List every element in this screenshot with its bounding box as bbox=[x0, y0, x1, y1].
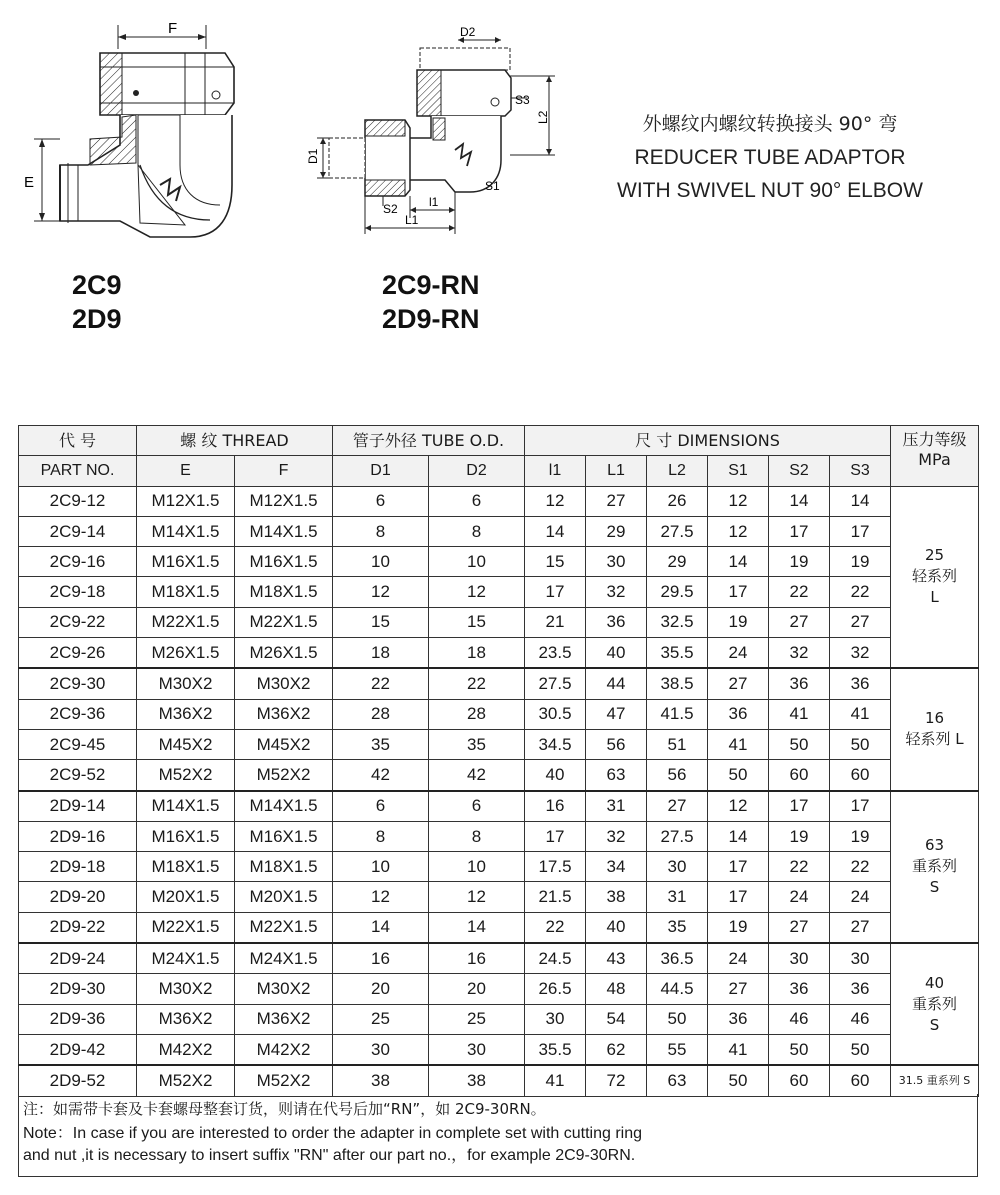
table-cell: 30 bbox=[333, 1034, 429, 1065]
table-cell: 36 bbox=[708, 699, 769, 729]
table-cell: 32 bbox=[769, 638, 830, 669]
table-row bbox=[19, 699, 979, 729]
table-cell: M30X2 bbox=[137, 668, 235, 699]
table-row bbox=[19, 1065, 979, 1096]
table-cell: M36X2 bbox=[137, 699, 235, 729]
table-cell: M14X1.5 bbox=[235, 791, 333, 822]
pressure-series: 重系列 bbox=[912, 857, 958, 876]
table-cell: 41 bbox=[769, 699, 830, 729]
table-cell: 56 bbox=[647, 760, 708, 791]
part-number-cell: 2D9-52 bbox=[19, 1065, 137, 1096]
table-cell: 22 bbox=[525, 912, 586, 943]
part-number-cell: 2D9-20 bbox=[19, 882, 137, 912]
label-E: E bbox=[24, 174, 35, 191]
table-cell: 36 bbox=[769, 668, 830, 699]
header-col-E: E bbox=[137, 456, 235, 486]
notes bbox=[18, 1094, 978, 1177]
table-cell: 38 bbox=[333, 1065, 429, 1096]
table-cell: 50 bbox=[647, 1004, 708, 1034]
part-number-cell: 2D9-36 bbox=[19, 1004, 137, 1034]
table-cell: 28 bbox=[429, 699, 525, 729]
table-cell: 24 bbox=[708, 943, 769, 974]
header-mpa: MPa bbox=[918, 450, 951, 469]
table-cell: 36.5 bbox=[647, 943, 708, 974]
table-cell: 10 bbox=[429, 852, 525, 882]
part-number-cell: 2C9-45 bbox=[19, 729, 137, 759]
header-col-D1: D1 bbox=[333, 456, 429, 486]
pressure-cls: S bbox=[929, 1015, 940, 1034]
table-cell: 24.5 bbox=[525, 943, 586, 974]
table-cell: 17 bbox=[708, 882, 769, 912]
table-cell: 24 bbox=[830, 882, 891, 912]
table-cell: 16 bbox=[525, 791, 586, 822]
label-l1: l1 bbox=[429, 195, 439, 209]
code-2c9-rn: 2C9-RN bbox=[382, 270, 480, 300]
table-cell: M22X1.5 bbox=[137, 912, 235, 943]
pressure-value: 16 bbox=[924, 709, 945, 728]
table-cell: M12X1.5 bbox=[235, 486, 333, 516]
table-cell: 38 bbox=[429, 1065, 525, 1096]
table-cell: 26 bbox=[647, 486, 708, 516]
table-cell: 19 bbox=[769, 547, 830, 577]
table-cell: 27.5 bbox=[647, 821, 708, 851]
table-row bbox=[19, 912, 979, 943]
table-cell: 55 bbox=[647, 1034, 708, 1065]
table-cell: 35 bbox=[429, 729, 525, 759]
note-cn: 注：如需带卡套及卡套螺母整套订货，则请在代号后加“RN”，如 2C9-30RN。 bbox=[23, 1100, 546, 1118]
table-cell: 14 bbox=[429, 912, 525, 943]
table-cell: 17 bbox=[708, 852, 769, 882]
part-number-cell: 2C9-12 bbox=[19, 486, 137, 516]
table-cell: 14 bbox=[525, 516, 586, 546]
table-cell: 29 bbox=[647, 547, 708, 577]
table-cell: 42 bbox=[333, 760, 429, 791]
table-cell: 6 bbox=[429, 791, 525, 822]
table-cell: 35.5 bbox=[647, 638, 708, 669]
table-cell: 43 bbox=[586, 943, 647, 974]
table-cell: 36 bbox=[830, 974, 891, 1004]
table-cell: 16 bbox=[333, 943, 429, 974]
table-cell: M36X2 bbox=[235, 699, 333, 729]
table-row bbox=[19, 943, 979, 974]
table-cell: 41 bbox=[708, 729, 769, 759]
table-row bbox=[19, 607, 979, 637]
table-cell: M24X1.5 bbox=[235, 943, 333, 974]
table-cell: 25 bbox=[429, 1004, 525, 1034]
table-cell: M42X2 bbox=[235, 1034, 333, 1065]
table-cell: 19 bbox=[708, 912, 769, 943]
table-cell: 19 bbox=[830, 821, 891, 851]
part-number-cell: 2C9-14 bbox=[19, 516, 137, 546]
part-number-cell: 2C9-26 bbox=[19, 638, 137, 669]
label-D1: D1 bbox=[306, 148, 320, 164]
table-cell: M20X1.5 bbox=[235, 882, 333, 912]
table-cell: 15 bbox=[525, 547, 586, 577]
header-col-F: F bbox=[235, 456, 333, 486]
table-cell: 41 bbox=[708, 1034, 769, 1065]
table-cell: M45X2 bbox=[137, 729, 235, 759]
table-row bbox=[19, 974, 979, 1004]
table-row bbox=[19, 791, 979, 822]
drawing-2c9-rn-2d9-rn bbox=[305, 20, 565, 235]
table-cell: 20 bbox=[429, 974, 525, 1004]
table-cell: 22 bbox=[830, 577, 891, 607]
pressure-value: 40 bbox=[924, 973, 945, 992]
table-cell: 12 bbox=[525, 486, 586, 516]
table-cell: M20X1.5 bbox=[137, 882, 235, 912]
part-number-cell: 2C9-16 bbox=[19, 547, 137, 577]
header-pressure bbox=[891, 426, 979, 487]
table-cell: 46 bbox=[769, 1004, 830, 1034]
table-cell: 47 bbox=[586, 699, 647, 729]
code-2d9: 2D9 bbox=[72, 304, 122, 334]
table-cell: 30 bbox=[586, 547, 647, 577]
table-cell: M26X1.5 bbox=[137, 638, 235, 669]
table-cell: 6 bbox=[333, 791, 429, 822]
pressure-cls: S bbox=[929, 878, 940, 897]
part-number-cell: 2D9-22 bbox=[19, 912, 137, 943]
label-L1: L1 bbox=[405, 213, 419, 227]
table-cell: 35.5 bbox=[525, 1034, 586, 1065]
table-cell: 44.5 bbox=[647, 974, 708, 1004]
pressure-cell: 31.5 重系列 S bbox=[891, 1065, 979, 1096]
table-cell: 22 bbox=[830, 852, 891, 882]
table-cell: 21.5 bbox=[525, 882, 586, 912]
table-cell: 10 bbox=[429, 547, 525, 577]
table-cell: 16 bbox=[429, 943, 525, 974]
table-cell: 60 bbox=[769, 760, 830, 791]
table-cell: 36 bbox=[830, 668, 891, 699]
note-en-line1: Note：In case if you are interested to order the adapter in complete set with cutting ring bbox=[23, 1125, 642, 1142]
table-cell: 17 bbox=[525, 821, 586, 851]
table-cell: M52X2 bbox=[235, 1065, 333, 1096]
table-cell: 38.5 bbox=[647, 668, 708, 699]
table-cell: 25 bbox=[333, 1004, 429, 1034]
table-cell: M45X2 bbox=[235, 729, 333, 759]
table-cell: M42X2 bbox=[137, 1034, 235, 1065]
table-cell: 18 bbox=[333, 638, 429, 669]
table-cell: 27 bbox=[769, 912, 830, 943]
table-cell: M18X1.5 bbox=[137, 577, 235, 607]
code-2d9-rn: 2D9-RN bbox=[382, 304, 480, 334]
table-cell: 46 bbox=[830, 1004, 891, 1034]
pressure-series: 轻系列 bbox=[912, 567, 958, 586]
table-cell: 10 bbox=[333, 547, 429, 577]
table-cell: 60 bbox=[830, 1065, 891, 1096]
table-cell: 30 bbox=[647, 852, 708, 882]
table-row bbox=[19, 1004, 979, 1034]
table-cell: 12 bbox=[708, 791, 769, 822]
table-cell: 54 bbox=[586, 1004, 647, 1034]
table-cell: 50 bbox=[830, 729, 891, 759]
table-cell: M18X1.5 bbox=[137, 852, 235, 882]
pressure-cell bbox=[891, 486, 979, 668]
table-cell: 30.5 bbox=[525, 699, 586, 729]
table-cell: 32.5 bbox=[647, 607, 708, 637]
table-cell: 6 bbox=[429, 486, 525, 516]
table-cell: 27 bbox=[830, 607, 891, 637]
table-row bbox=[19, 852, 979, 882]
product-title bbox=[570, 108, 970, 207]
table-cell: 17 bbox=[830, 516, 891, 546]
table-cell: M52X2 bbox=[137, 1065, 235, 1096]
label-S1: S1 bbox=[485, 179, 500, 193]
note-en-line2: and nut ,it is necessary to insert suffix "RN" after our part no.，for example 2C9-30RN. bbox=[23, 1147, 636, 1164]
table-cell: 8 bbox=[429, 516, 525, 546]
table-cell: 12 bbox=[333, 882, 429, 912]
part-number-cell: 2D9-14 bbox=[19, 791, 137, 822]
table-cell: 63 bbox=[647, 1065, 708, 1096]
table-cell: M22X1.5 bbox=[235, 607, 333, 637]
pressure-cls: L bbox=[930, 588, 939, 607]
table-cell: 27 bbox=[708, 974, 769, 1004]
table-cell: 12 bbox=[429, 577, 525, 607]
table-row bbox=[19, 1034, 979, 1065]
header-dimensions: 尺 寸 DIMENSIONS bbox=[525, 426, 891, 456]
table-cell: 26.5 bbox=[525, 974, 586, 1004]
spec-table bbox=[18, 425, 979, 1097]
table-cell: 56 bbox=[586, 729, 647, 759]
table-cell: M14X1.5 bbox=[235, 516, 333, 546]
table-row bbox=[19, 638, 979, 669]
table-cell: 35 bbox=[333, 729, 429, 759]
table-cell: 14 bbox=[769, 486, 830, 516]
table-cell: M16X1.5 bbox=[235, 821, 333, 851]
table-cell: 63 bbox=[586, 760, 647, 791]
label-L2: L2 bbox=[536, 110, 550, 124]
table-row bbox=[19, 516, 979, 546]
header-pressure-cn: 压力等级 bbox=[902, 430, 967, 449]
part-number-cell: 2C9-18 bbox=[19, 577, 137, 607]
header-tube-od: 管子外径 TUBE O.D. bbox=[333, 426, 525, 456]
table-row bbox=[19, 668, 979, 699]
table-cell: 19 bbox=[769, 821, 830, 851]
table-cell: 19 bbox=[830, 547, 891, 577]
table-cell: 14 bbox=[708, 547, 769, 577]
header-col-S1: S1 bbox=[708, 456, 769, 486]
table-row bbox=[19, 729, 979, 759]
part-number-cell: 2C9-36 bbox=[19, 699, 137, 729]
table-cell: 30 bbox=[830, 943, 891, 974]
table-cell: 50 bbox=[769, 729, 830, 759]
table-cell: 12 bbox=[708, 486, 769, 516]
pressure-series: 轻系列 L bbox=[905, 730, 964, 749]
table-cell: M16X1.5 bbox=[235, 547, 333, 577]
part-number-cell: 2C9-52 bbox=[19, 760, 137, 791]
part-number-cell: 2C9-22 bbox=[19, 607, 137, 637]
table-cell: M24X1.5 bbox=[137, 943, 235, 974]
header-col-l1: l1 bbox=[525, 456, 586, 486]
table-cell: 6 bbox=[333, 486, 429, 516]
table-cell: M30X2 bbox=[235, 668, 333, 699]
table-cell: 22 bbox=[769, 852, 830, 882]
pressure-cell bbox=[891, 943, 979, 1065]
table-cell: 28 bbox=[333, 699, 429, 729]
table-cell: 19 bbox=[708, 607, 769, 637]
table-cell: 50 bbox=[708, 760, 769, 791]
table-cell: 14 bbox=[830, 486, 891, 516]
table-cell: M22X1.5 bbox=[137, 607, 235, 637]
table-cell: M52X2 bbox=[235, 760, 333, 791]
table-cell: 18 bbox=[429, 638, 525, 669]
table-cell: 27.5 bbox=[647, 516, 708, 546]
table-cell: 22 bbox=[769, 577, 830, 607]
table-cell: 15 bbox=[333, 607, 429, 637]
table-cell: M16X1.5 bbox=[137, 821, 235, 851]
part-number-cell: 2D9-18 bbox=[19, 852, 137, 882]
table-cell: M14X1.5 bbox=[137, 516, 235, 546]
table-cell: 41 bbox=[525, 1065, 586, 1096]
table-cell: 50 bbox=[708, 1065, 769, 1096]
table-cell: 42 bbox=[429, 760, 525, 791]
table-cell: 31 bbox=[586, 791, 647, 822]
table-cell: 14 bbox=[333, 912, 429, 943]
table-cell: 50 bbox=[769, 1034, 830, 1065]
pressure-cell bbox=[891, 791, 979, 943]
table-cell: 17 bbox=[769, 791, 830, 822]
table-cell: 41.5 bbox=[647, 699, 708, 729]
table-cell: 30 bbox=[525, 1004, 586, 1034]
table-cell: M30X2 bbox=[235, 974, 333, 1004]
table-cell: 8 bbox=[333, 516, 429, 546]
table-cell: 12 bbox=[333, 577, 429, 607]
table-cell: 62 bbox=[586, 1034, 647, 1065]
table-cell: 22 bbox=[333, 668, 429, 699]
part-number-cell: 2D9-42 bbox=[19, 1034, 137, 1065]
label-D2: D2 bbox=[460, 25, 476, 39]
label-S3: S3 bbox=[515, 93, 530, 107]
part-number-cell: 2C9-30 bbox=[19, 668, 137, 699]
table-row bbox=[19, 486, 979, 516]
table-cell: M14X1.5 bbox=[137, 791, 235, 822]
drawing-2c9-2d9 bbox=[20, 15, 245, 245]
label-S2: S2 bbox=[383, 202, 398, 216]
header-code-cn: 代 号 bbox=[19, 426, 137, 456]
table-row bbox=[19, 821, 979, 851]
table-cell: 29.5 bbox=[647, 577, 708, 607]
table-cell: 48 bbox=[586, 974, 647, 1004]
table-cell: 40 bbox=[586, 912, 647, 943]
table-cell: 29 bbox=[586, 516, 647, 546]
header-col-S3: S3 bbox=[830, 456, 891, 486]
table-cell: 40 bbox=[525, 760, 586, 791]
table-row bbox=[19, 760, 979, 791]
table-cell: 50 bbox=[830, 1034, 891, 1065]
table-cell: 27 bbox=[769, 607, 830, 637]
table-cell: M26X1.5 bbox=[235, 638, 333, 669]
header-part-no: PART NO. bbox=[19, 456, 137, 486]
part-number-cell: 2D9-30 bbox=[19, 974, 137, 1004]
table-cell: 30 bbox=[429, 1034, 525, 1065]
table-row bbox=[19, 577, 979, 607]
table-cell: 27 bbox=[830, 912, 891, 943]
title-en-line2: WITH SWIVEL NUT 90° ELBOW bbox=[617, 179, 923, 202]
header-col-S2: S2 bbox=[769, 456, 830, 486]
table-cell: M16X1.5 bbox=[137, 547, 235, 577]
table-cell: 12 bbox=[708, 516, 769, 546]
table-cell: 34.5 bbox=[525, 729, 586, 759]
table-cell: 17 bbox=[830, 791, 891, 822]
pressure-value: 63 bbox=[924, 836, 945, 855]
table-cell: 17 bbox=[769, 516, 830, 546]
table-cell: 38 bbox=[586, 882, 647, 912]
table-row bbox=[19, 547, 979, 577]
table-cell: 36 bbox=[586, 607, 647, 637]
table-cell: 40 bbox=[586, 638, 647, 669]
table-cell: 72 bbox=[586, 1065, 647, 1096]
code-2c9: 2C9 bbox=[72, 270, 122, 300]
table-cell: 21 bbox=[525, 607, 586, 637]
table-cell: 41 bbox=[830, 699, 891, 729]
header-col-L2: L2 bbox=[647, 456, 708, 486]
table-cell: 23.5 bbox=[525, 638, 586, 669]
table-cell: 20 bbox=[333, 974, 429, 1004]
table-cell: 36 bbox=[769, 974, 830, 1004]
table-cell: 27 bbox=[647, 791, 708, 822]
table-cell: 17.5 bbox=[525, 852, 586, 882]
table-cell: 14 bbox=[708, 821, 769, 851]
part-number-cell: 2D9-16 bbox=[19, 821, 137, 851]
table-cell: 51 bbox=[647, 729, 708, 759]
part-number-cell: 2D9-24 bbox=[19, 943, 137, 974]
table-cell: 17 bbox=[708, 577, 769, 607]
table-cell: M52X2 bbox=[137, 760, 235, 791]
header-col-L1: L1 bbox=[586, 456, 647, 486]
table-cell: 31 bbox=[647, 882, 708, 912]
table-cell: 10 bbox=[333, 852, 429, 882]
table-cell: 27 bbox=[708, 668, 769, 699]
table-cell: 34 bbox=[586, 852, 647, 882]
table-cell: 27 bbox=[586, 486, 647, 516]
label-F: F bbox=[168, 20, 178, 37]
table-cell: 60 bbox=[769, 1065, 830, 1096]
pressure-series: 重系列 bbox=[912, 994, 958, 1013]
table-cell: 35 bbox=[647, 912, 708, 943]
table-cell: 24 bbox=[769, 882, 830, 912]
table-cell: 22 bbox=[429, 668, 525, 699]
table-cell: 24 bbox=[708, 638, 769, 669]
table-cell: 32 bbox=[586, 577, 647, 607]
table-cell: M30X2 bbox=[137, 974, 235, 1004]
header-thread: 螺 纹 THREAD bbox=[137, 426, 333, 456]
table-cell: M18X1.5 bbox=[235, 577, 333, 607]
table-cell: 27.5 bbox=[525, 668, 586, 699]
table-cell: 8 bbox=[333, 821, 429, 851]
table-cell: 17 bbox=[525, 577, 586, 607]
table-cell: M12X1.5 bbox=[137, 486, 235, 516]
table-cell: 60 bbox=[830, 760, 891, 791]
title-cn: 外螺纹内螺纹转换接头 90° 弯 bbox=[642, 113, 898, 135]
table-row bbox=[19, 882, 979, 912]
table-cell: 8 bbox=[429, 821, 525, 851]
pressure-value: 25 bbox=[924, 546, 945, 565]
table-cell: 12 bbox=[429, 882, 525, 912]
table-cell: 30 bbox=[769, 943, 830, 974]
title-en-line1: REDUCER TUBE ADAPTOR bbox=[634, 146, 906, 169]
header-col-D2: D2 bbox=[429, 456, 525, 486]
table-cell: M22X1.5 bbox=[235, 912, 333, 943]
table-cell: 32 bbox=[830, 638, 891, 669]
pressure-cell bbox=[891, 668, 979, 790]
table-cell: M36X2 bbox=[235, 1004, 333, 1034]
table-cell: 32 bbox=[586, 821, 647, 851]
table-cell: 15 bbox=[429, 607, 525, 637]
table-cell: 44 bbox=[586, 668, 647, 699]
table-cell: 36 bbox=[708, 1004, 769, 1034]
table-cell: M36X2 bbox=[137, 1004, 235, 1034]
table-cell: M18X1.5 bbox=[235, 852, 333, 882]
